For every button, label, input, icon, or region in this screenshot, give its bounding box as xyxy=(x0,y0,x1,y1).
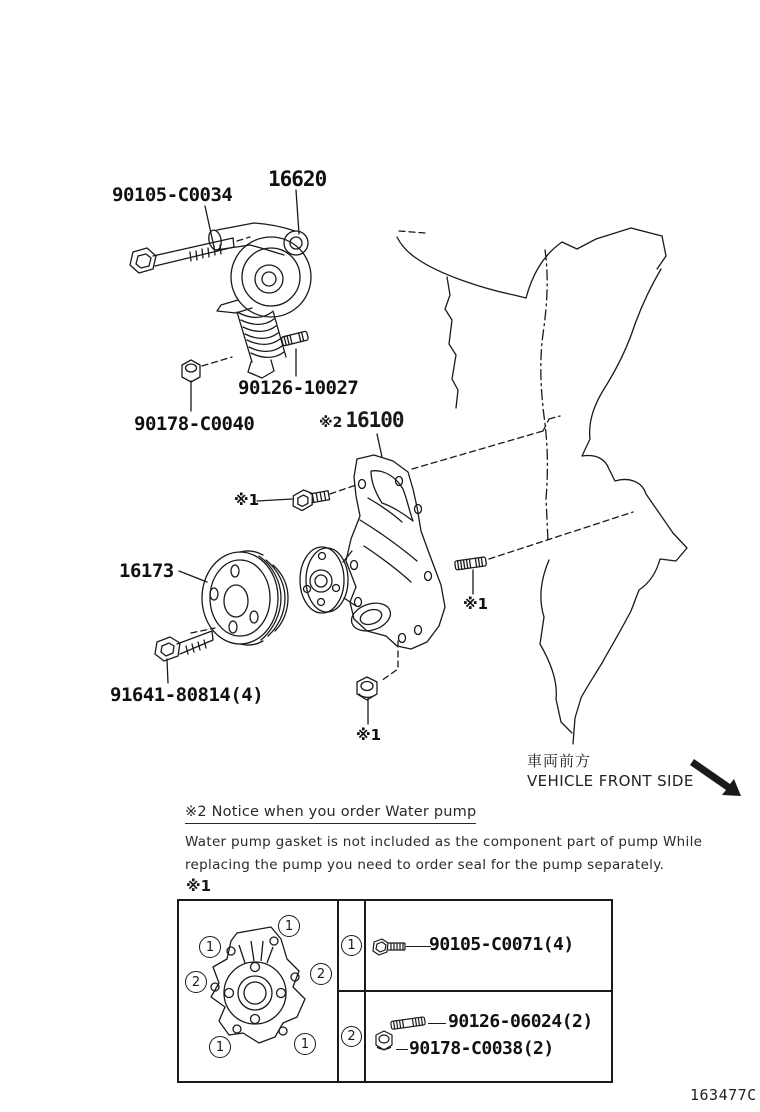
tensioner-nut-drawing xyxy=(182,360,200,382)
label-pump: 16100 xyxy=(345,408,404,432)
label-tensioner-bolt: 90105-C0034 xyxy=(112,184,233,206)
front-side-arrow xyxy=(690,759,741,796)
legend-row-2-part-cell xyxy=(366,992,611,1081)
tensioner-bolt-drawing xyxy=(130,238,234,273)
ref-stud-right-drawing xyxy=(455,557,487,570)
pump-note-ref-mark: ※2 xyxy=(319,415,343,431)
vehicle-front-side xyxy=(527,751,694,792)
order-notice xyxy=(185,801,702,877)
drawing-code: 163477C xyxy=(690,1086,757,1104)
legend-ref-mark: ※1 xyxy=(186,877,212,895)
legend-row-1-marker: 1 xyxy=(341,935,362,956)
legend-row-2-leader-a xyxy=(428,1023,446,1024)
ref-mark-bottom: ※1 xyxy=(356,726,382,744)
vehicle-front-side-english: VEHICLE FRONT SIDE xyxy=(527,772,694,791)
legend-row-1-part-number: 90105-C0071(4) xyxy=(429,934,574,955)
water-pump-drawing xyxy=(300,455,445,649)
legend-pump-view-drawing xyxy=(179,901,339,1081)
nut-icon xyxy=(371,1028,397,1054)
pulley-bolt-drawing xyxy=(155,631,213,661)
label-pulley-bolt: 91641-80814(4) xyxy=(110,684,264,706)
legend-row-2-marker: 2 xyxy=(341,1026,362,1047)
ref-nut-bottom-drawing xyxy=(357,677,377,700)
legend-row-2-part-number-a: 90126-06024(2) xyxy=(448,1011,593,1032)
legend-row-2-number-cell xyxy=(339,992,366,1081)
pump-view-marker: 2 xyxy=(310,963,332,985)
legend-rows xyxy=(339,901,611,1081)
label-tensioner-nut: 90178-C0040 xyxy=(134,413,255,435)
pump-mount-holes xyxy=(351,477,432,643)
legend-row-2-leader-b xyxy=(396,1049,408,1050)
notice-line-1: Water pump gasket is not included as the component part of pump While xyxy=(185,834,703,850)
legend-pump-view-cell xyxy=(179,901,339,1081)
legend-row-2 xyxy=(339,992,611,1081)
fastener-legend-table xyxy=(177,899,613,1083)
legend-row-1 xyxy=(339,901,611,992)
engine-outline-drawing xyxy=(397,228,687,744)
pump-view-marker: 1 xyxy=(199,936,221,958)
vehicle-front-side-japanese: 車両前方 xyxy=(527,752,592,770)
notice-line-2: replacing the pump you need to order seal for the pump separately. xyxy=(185,856,665,873)
label-pulley: 16173 xyxy=(119,560,174,582)
legend-row-2-part-number-b: 90178-C0038(2) xyxy=(409,1038,554,1059)
legend-row-1-part-cell xyxy=(366,901,611,990)
legend-row-1-leader xyxy=(406,946,431,947)
ref-bolt-left-drawing xyxy=(291,486,331,512)
pump-view-marker: 1 xyxy=(294,1033,316,1055)
tensioner-stud-drawing xyxy=(281,331,308,346)
legend-row-1-number-cell xyxy=(339,901,366,990)
label-tensioner: 16620 xyxy=(268,167,327,191)
ref-mark-right: ※1 xyxy=(463,595,489,613)
notice-heading: ※2 Notice when you order Water pump xyxy=(185,804,476,824)
label-pump-group xyxy=(319,408,404,432)
ref-mark-left: ※1 xyxy=(234,491,260,509)
label-leader-lines xyxy=(167,190,473,724)
pump-view-marker: 2 xyxy=(185,971,207,993)
tensioner-drawing xyxy=(130,223,311,382)
pulley-drawing xyxy=(155,551,288,661)
label-tensioner-stud: 90126-10027 xyxy=(238,377,359,399)
pump-view-marker: 1 xyxy=(278,915,300,937)
pump-view-marker: 1 xyxy=(209,1036,231,1058)
